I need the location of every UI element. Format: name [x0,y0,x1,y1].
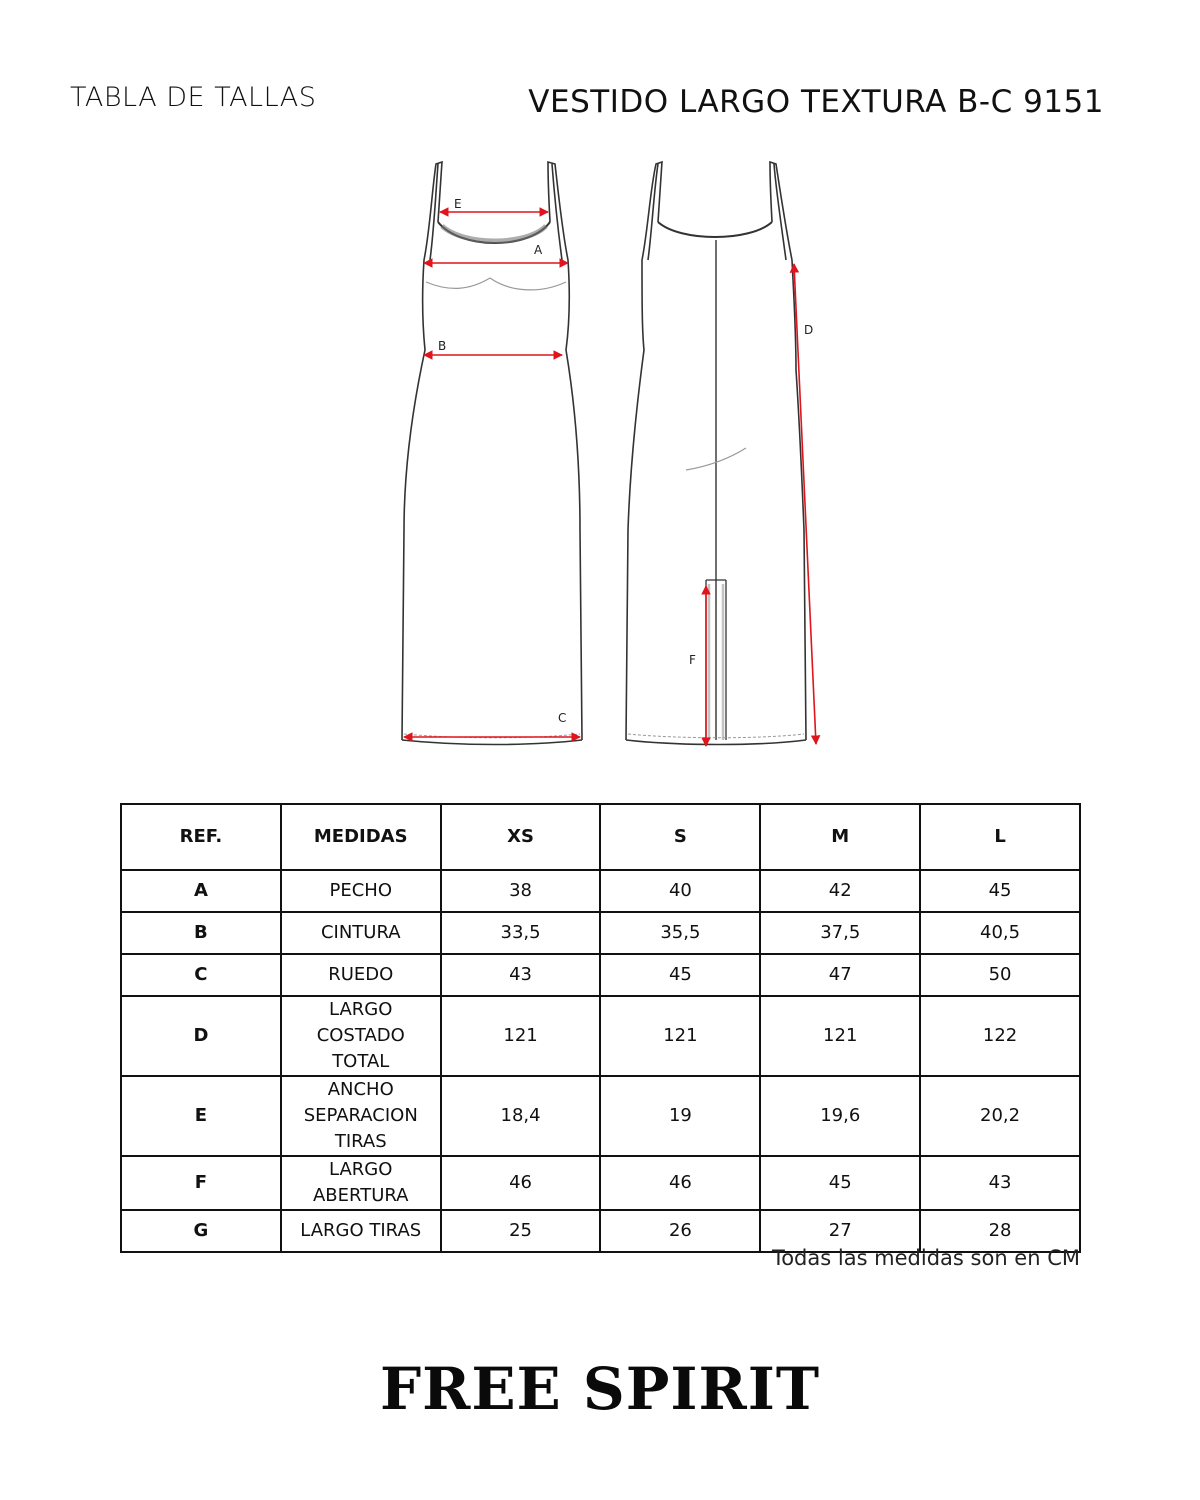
product-title: VESTIDO LARGO TEXTURA B-C 9151 [528,84,1104,120]
table-row [121,870,1080,912]
dress-back-view [626,162,806,745]
cell-s: 19 [600,1076,760,1156]
cell-m: 121 [760,996,920,1076]
label-e: E [454,197,462,211]
cell-s: 40 [600,870,760,912]
table-row [121,954,1080,996]
table-row [121,1076,1080,1156]
cell-xs: 33,5 [441,912,601,954]
header-ref: REF. [121,804,281,870]
cell-m: 45 [760,1156,920,1210]
cell-m: 37,5 [760,912,920,954]
cell-medida: PECHO [281,870,441,912]
cell-l: 28 [920,1210,1080,1252]
table-row [121,912,1080,954]
label-b: B [438,339,447,353]
cell-m: 42 [760,870,920,912]
cell-xs: 38 [441,870,601,912]
cell-m: 19,6 [760,1076,920,1156]
cell-l: 45 [920,870,1080,912]
header-l: L [920,804,1080,870]
cell-l: 43 [920,1156,1080,1210]
cell-xs: 18,4 [441,1076,601,1156]
cell-ref: G [121,1210,281,1252]
header-m: M [760,804,920,870]
cell-l: 20,2 [920,1076,1080,1156]
cell-medida: ANCHO SEPARACION TIRAS [281,1076,441,1156]
units-note: Todas las medidas son en CM [771,1246,1080,1270]
table-row [121,1156,1080,1210]
cell-s: 121 [600,996,760,1076]
cell-l: 50 [920,954,1080,996]
cell-ref: D [121,996,281,1076]
cell-s: 46 [600,1156,760,1210]
dress-technical-drawing [380,150,840,760]
cell-medida: LARGO COSTADO TOTAL [281,996,441,1076]
header-xs: XS [441,804,601,870]
cell-m: 47 [760,954,920,996]
size-chart-title: TABLA DE TALLAS [70,82,317,113]
label-a: A [534,243,543,257]
cell-s: 26 [600,1210,760,1252]
brand-logo: FREE SPIRIT [379,1355,821,1423]
cell-medida: LARGO TIRAS [281,1210,441,1252]
cell-xs: 46 [441,1156,601,1210]
label-c: C [558,711,567,725]
cell-s: 45 [600,954,760,996]
cell-ref: C [121,954,281,996]
table-row [121,996,1080,1076]
cell-xs: 43 [441,954,601,996]
cell-medida: CINTURA [281,912,441,954]
cell-xs: 25 [441,1210,601,1252]
dress-front-view [402,162,582,745]
table-header-row [121,804,1080,870]
label-d: D [804,323,814,337]
cell-ref: E [121,1076,281,1156]
cell-m: 27 [760,1210,920,1252]
cell-l: 40,5 [920,912,1080,954]
measurement-lines [404,212,816,746]
cell-ref: F [121,1156,281,1210]
cell-s: 35,5 [600,912,760,954]
label-f: F [689,653,696,667]
header-medidas: MEDIDAS [281,804,441,870]
cell-ref: B [121,912,281,954]
header-s: S [600,804,760,870]
cell-ref: A [121,870,281,912]
cell-medida: LARGO ABERTURA [281,1156,441,1210]
cell-l: 122 [920,996,1080,1076]
size-table [120,803,1081,1253]
cell-medida: RUEDO [281,954,441,996]
cell-xs: 121 [441,996,601,1076]
